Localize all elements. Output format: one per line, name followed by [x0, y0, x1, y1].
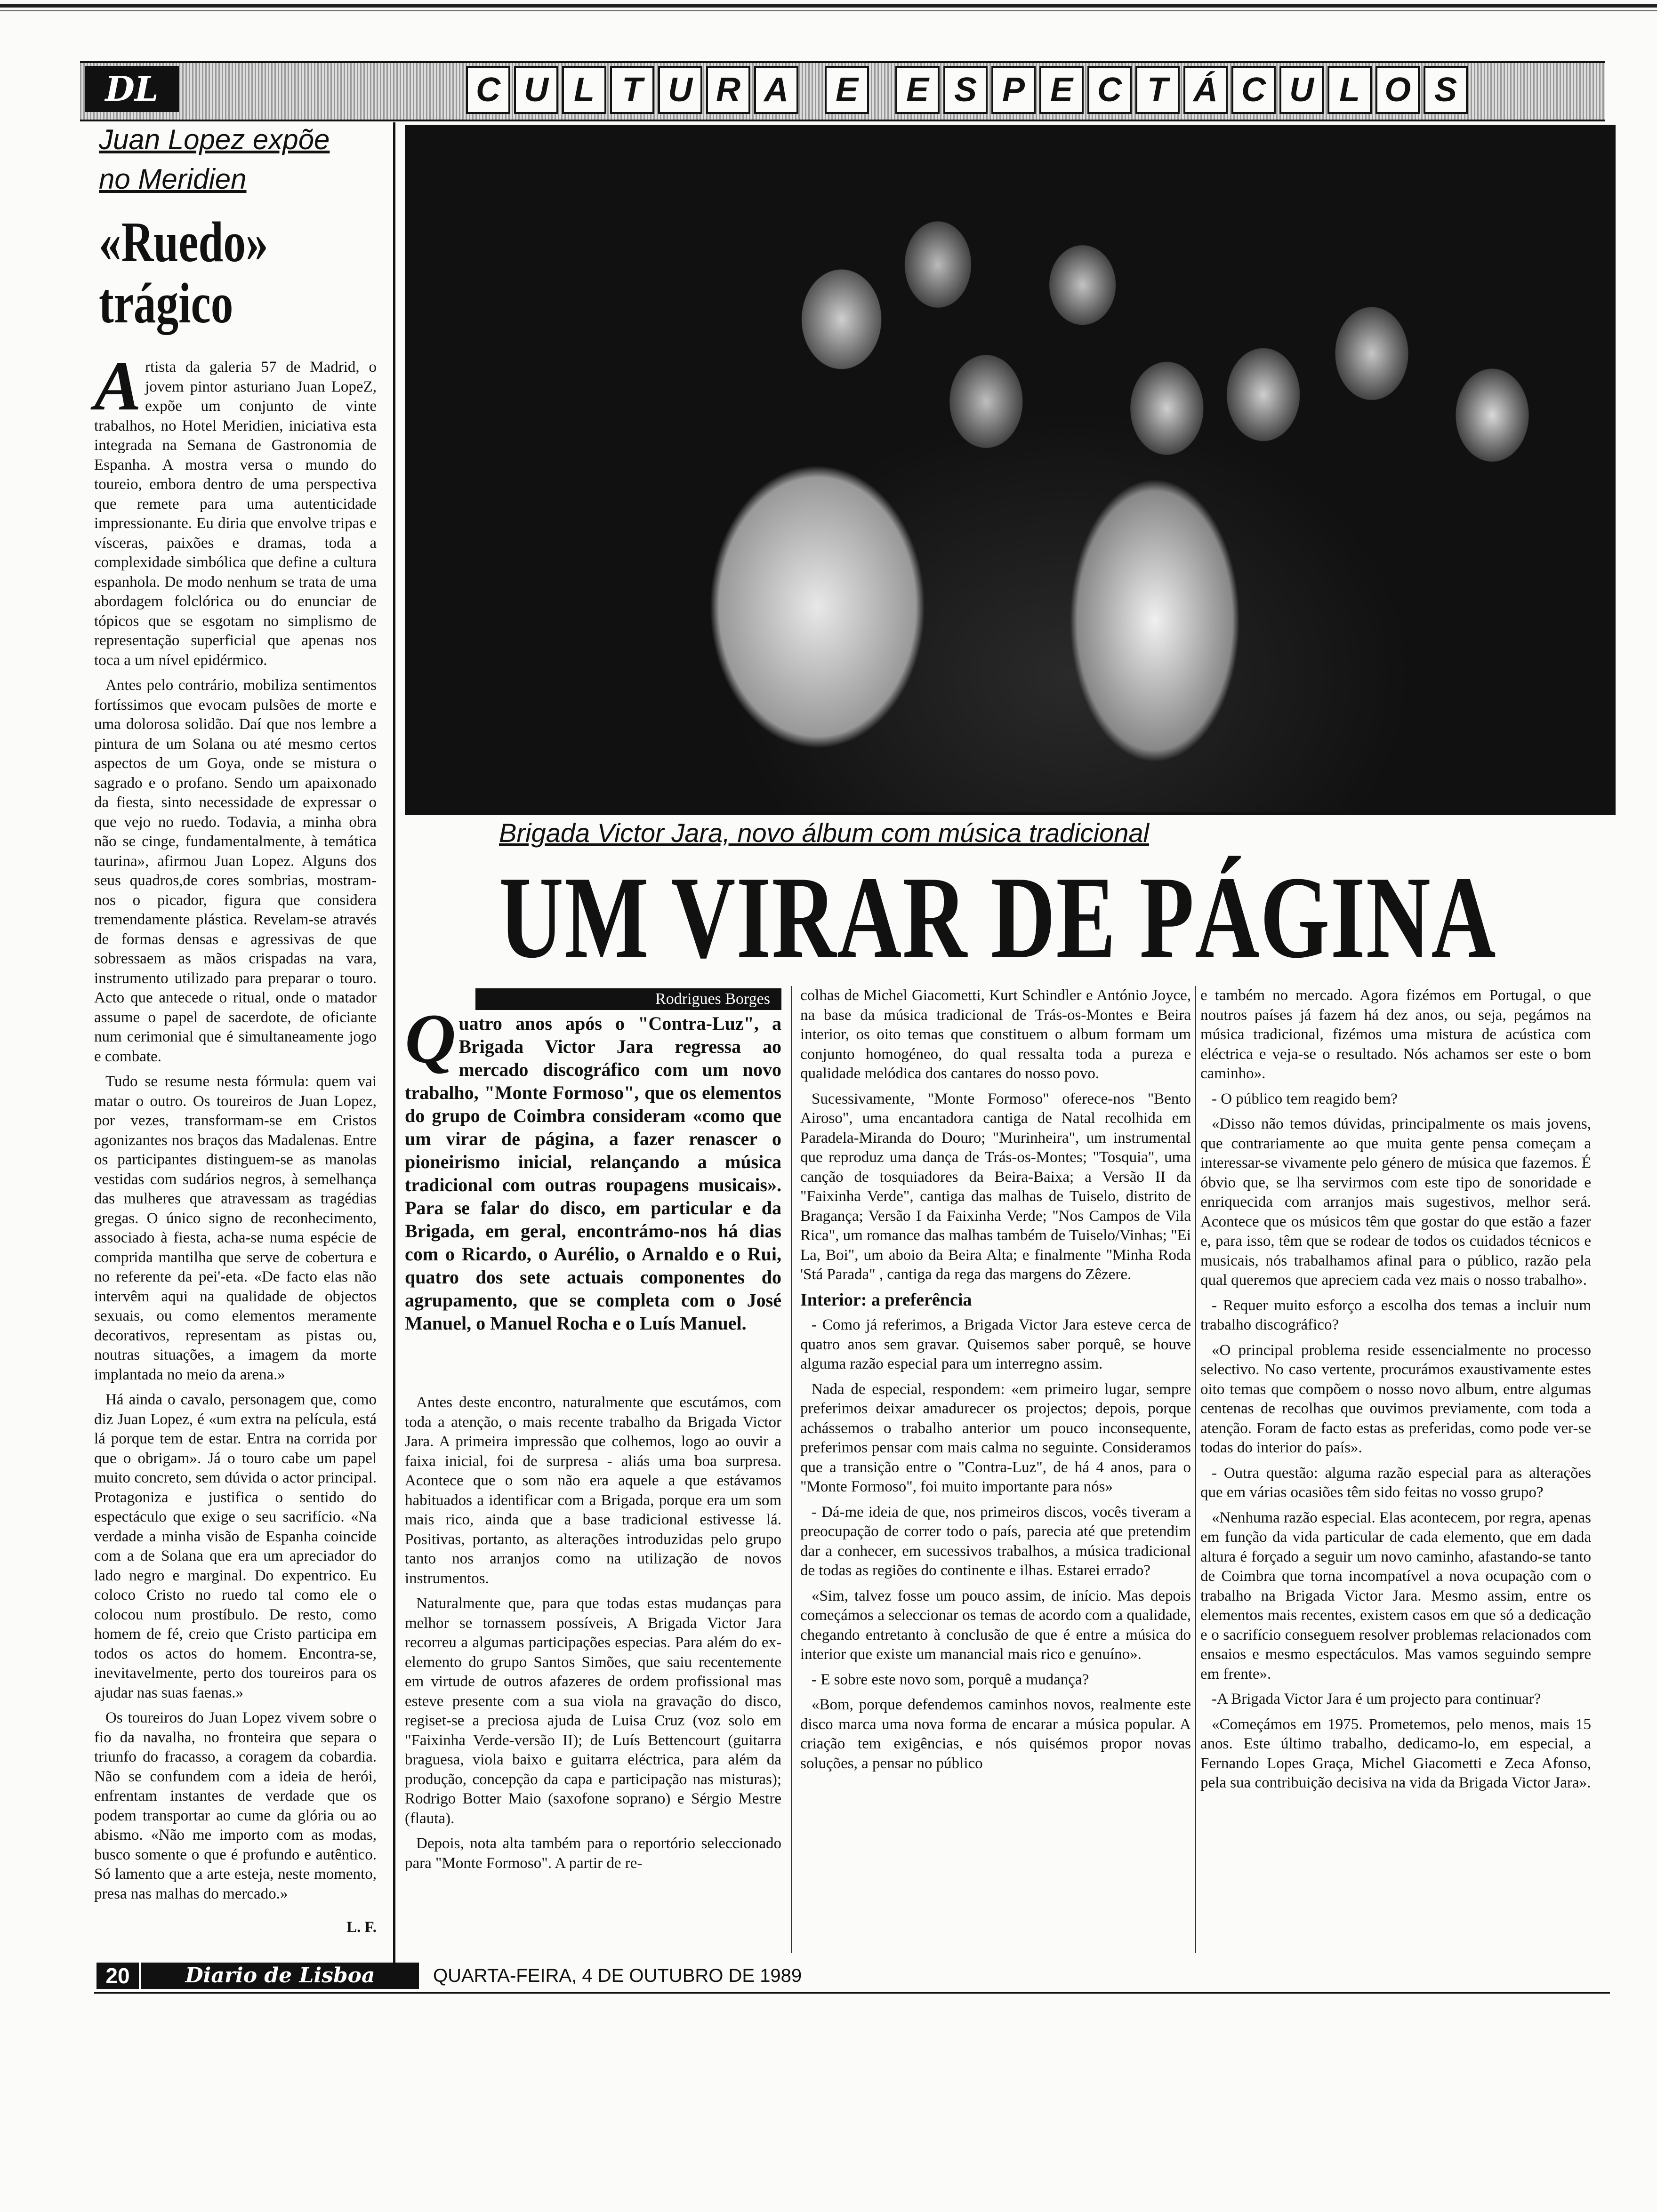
section-letter: L [1327, 66, 1372, 114]
section-letter: T [610, 66, 654, 114]
body-paragraph: Antes deste encontro, naturalmente que escutámos, com toda a atenção, o mais recente trabalho da Brigada Victor Jara. A primeira impressão que colhemos, logo ao ouvir a faixa inicial, foi de surpresa - aliás uma boa surpresa. Acontece que o som não era aquele a que estávamos habituados a identificar com a Brigada, porque era um som mais rico, ainda que a base tradicional estivesse lá. Positivas, portanto, as alterações introduzidas pelo grupo tanto nos arranjos como na utilização de novos instrumentos. [405, 1394, 781, 1587]
kicker-line: Juan Lopez expõe [99, 124, 330, 155]
top-rule-thin [0, 10, 1657, 11]
headline-line: trágico [99, 272, 233, 335]
byline: Rodrigues Borges [475, 988, 781, 1010]
section-letter: U [658, 66, 702, 114]
body-paragraph: Os toureiros do Juan Lopez vivem sobre o fio da navalha, no fronteira que separa o triunfo do fracasso, a coragem da cobardia. Não se confundem com a ideia de herói, enfrentam instantes de verdade que os podem transportar ao cume da glória ou ao abismo. «Não me importo com as modas, busco somente o que é profundo e autêntico. Só lamento que a arte esteja, neste momento, presa nas malhas do mercado.» [94, 1709, 377, 1902]
section-letter: O [1375, 66, 1420, 114]
body-paragraph: - Requer muito esforço a escolha dos temas a incluir num trabalho discográfico? [1200, 1297, 1591, 1333]
body-paragraph: «Disso não temos dúvidas, principalmente os mais jovens, que contrariamente ao que muita gente pensa começam a interessar-se vivamente pelo género de música que fazemos. É óbvio que, se lha servirmos com este tipo de sonoridade e enriquecida com arranjos mais sugestivos, melhor será. Acontece que os músicos têm que gostar do que estão a fazer e, para isso, têm que se rodear de todos os cuidados técnicos e musicais, nós trabalhamos afinal para o público, razão pela qual queremos que apreciem cada vez mais o nosso trabalho». [1200, 1115, 1591, 1289]
body-paragraph: - Como já referimos, a Brigada Victor Jara esteve cerca de quatro anos sem gravar. Quisemos saber porquê, se houve alguma razão especial para um interregno assim. [800, 1316, 1191, 1372]
section-letter: T [1135, 66, 1180, 114]
body-paragraph: «Bom, porque defendemos caminhos novos, realmente este disco marca uma nova forma de encarar a música popular. A criação tem exigências, e nós quisémos propor novas soluções, a pensar no público [800, 1696, 1191, 1772]
body-paragraph: «O principal problema reside essencialmente no processo selectivo. No caso vertente, procurámos exaustivamente estes oito temas que compõem o nosso novo album, entre algumas centenas de recolhas que ouvimos previamente, com toda a atenção. Foram de facto estas as preferidas, como pode ver-se todas do interior do país». [1200, 1341, 1591, 1456]
lead-paragraph: Quatro anos após o "Contra-Luz", a Brigada Victor Jara regressa ao mercado discográfico com um novo trabalho, "Monte Formoso", que os elementos do grupo de Coimbra consideram «como que um virar de página, a fazer renascer o pioneirismo inicial, relançando a música tradicional com outras roupagens musicais». Para se falar do disco, em particular e da Brigada, em geral, encontrámo-nos há dias com o Ricardo, o Aurélio, o Arnaldo e o Rui, quatro dos sete actuais componentes do agrupamento, que se completa com o José Manuel, o Manuel Rocha e o Luís Manuel. [405, 1000, 781, 1334]
section-letter: L [562, 66, 606, 114]
dl-logo: DL [85, 66, 179, 112]
body-paragraph: Sucessivamente, "Monte Formoso" oferece-nos "Bento Airoso", uma encantadora cantiga de Natal recolhida em Paradela-Miranda do Douro; "Murinheira", um instrumental que reproduz uma dança de Trás-os-Montes; "Tosquia", uma canção de tosquiadores da Beira-Baixa; a Versão II da "Faixinha Verde", cantiga das malhas de Tuiselo, distrito de Bragança; Versão I da Faixinha Verde; "Nos Campos de Vila Rica", um romance das malhas também de Tuiselo/Vinhas; "Ei La, Boi", um aboio da Beira Alta; e finalmente "Minha Roda 'Stá Parada" , cantiga da rega das margens do Zêzere. [800, 1090, 1191, 1283]
body-paragraph: «Nenhuma razão especial. Elas acontecem, por regra, apenas em função da vida particular de cada elemento, que em dada altura é forçado a seguir um novo caminho, afastando-se tanto de Coimbra que torna incompatível a nova ocupação com o trabalho na Brigada Victor Jara. Mesmo assim, entre os elementos mais recentes, existem casos em que só a dedicação e o sacrifício conseguem resolver problemas relacionados com ensaios e mesmo espectáculos. Mas vamos seguindo sempre em frente». [1200, 1509, 1591, 1683]
body-paragraph: e também no mercado. Agora fizémos em Portugal, o que noutros países já fazem há dez anos, ou seja, pegámos na música tradicional, fizémos uma mistura de acústica com eléctrica e veja-se o resultado. Nós achamos ser este o bom caminho». [1200, 987, 1591, 1082]
headline-line: «Ruedo» [99, 210, 268, 274]
body-paragraph: - O público tem reagido bem? [1212, 1090, 1398, 1107]
body-paragraph: Há ainda o cavalo, personagem que, como diz Juan Lopez, é «um extra na película, está lá porque tem de estar. Entra na corrida por que o obrigam». Já o touro cabe um papel muito concreto, sem dúvida o actor principal. Protagoniza e justifica o sentido do espectáculo que exige o seu sacrifício. «Na verdade a minha visão de Espanha coincide com a de Solana que era um apreciador do lado negro e marginal. Do expentrico. Eu coloco Cristo no ruedo tal como ele o colocou num prostíbulo. De resto, como homem de fé, creio que Cristo participa em todos os actos do homem. Encontra-se, inevitavelmente, perto dos toureiros para os ajudar nas suas faenas.» [94, 1391, 377, 1701]
kicker-line: no Meridien [99, 163, 247, 195]
section-letter: A [754, 66, 798, 114]
section-letter-gap [802, 66, 821, 110]
column-divider [1195, 986, 1196, 1953]
body-paragraph: Tudo se resume nesta fórmula: quem vai matar o outro. Os toureiros de Juan Lopez, por vezes, transformam-se em Cristos agonizantes nos braços das Madalenas. Entre os participantes distinguem-se as manolas vestidas com sudários negros, à semelhança das mulheres que atravessam as tragédias gregas. O único signo de reconhecimento, associado à fiesta, acha-se numa espécie de comprida mantilha que serve de cobertura e no referente da pei'-eta. «De facto elas não intervêm aqui na qualidade de objectos sexuais, ou como elementos meramente decorativos, representam as pistas ou, noutras situações, a imagem da morte implantada no meio da arena.» [94, 1073, 377, 1383]
section-letter: E [825, 66, 869, 114]
section-letter: U [1279, 66, 1324, 114]
main-headline: UM VIRAR DE PÁGINA [499, 852, 1497, 983]
body-paragraph: Depois, nota alta também para o reportório seleccionado para "Monte Formoso". A partir de re- [405, 1835, 781, 1872]
column-divider [791, 986, 792, 1953]
body-paragraph: -A Brigada Victor Jara é um projecto para continuar? [1212, 1691, 1541, 1707]
band-photo [405, 125, 1616, 815]
page-number: 20 [97, 1963, 139, 1989]
subheading: Interior: a preferência [800, 1290, 972, 1310]
drop-cap: Q [405, 1000, 456, 1078]
photo-caption: Brigada Victor Jara, novo álbum com música tradicional [499, 818, 1149, 848]
section-letter: C [1231, 66, 1276, 114]
section-letter: S [1424, 66, 1468, 114]
top-rule [0, 4, 1657, 8]
section-letter: C [466, 66, 510, 114]
left-article-body [94, 347, 377, 1936]
newspaper-name: Diario de Lisboa [141, 1963, 419, 1989]
column-divider [393, 122, 395, 1967]
body-paragraph: Naturalmente que, para que todas estas mudanças para melhor se tornassem possíveis, A Brigada Victor Jara recorreu a algumas participações especias. Para além do ex-elemento do grupo Santos Simões, que saiu recentemente em virtude de outros afazeres de ordem profissional mas esteve presente com a sua viola na gravação do disco, regiset-se a preciosa ajuda de Luisa Cruz (voz solo em "Faixinha Verde-versão II); de Luís Bettencourt (guitarra braguesa, viola baixo e guitarra eléctrica, para além da produção, concepção da capa e participação nas misturas); Rodrigo Botter Maio (saxofone soprano) e Sérgio Mestre (flauta). [405, 1595, 781, 1827]
body-paragraph: - Outra questão: alguma razão especial para as alterações que em várias ocasiões têm sido feitas no vosso grupo? [1200, 1464, 1591, 1501]
section-title [466, 66, 1468, 113]
footer-rule [94, 1992, 1610, 1994]
body-paragraph: Antes pelo contrário, mobiliza sentimentos fortíssimos que evocam pulsões de morte e uma dolorosa solidão. Daí que nos lembre a pintura de um Solana ou até mesmo certos aspectos de um Goya, onde se mistura o sagrado e o profano. Sendo um apaixonado da fiesta, sinto necessidade de expressar o que vejo no ruedo. Todavia, a minha obra não se cinge, fundamentalmente, à temática taurina», afirmou Juan Lopez. Alguns dos seus quadros,de cores sombrias, mostram-nos o picador, figura que considera tremendamente plástica. Revelam-se através de formas densas e agressivas de que sobressaem as mãos crispadas na vara, instrumento utilizado para preparar o touro. Acto que antecede o ritual, onde o matador assume o papel de sacerdote, de oficiante num cerimonial que é simultaneamente jogo e combate. [94, 677, 377, 1065]
body-paragraph: Nada de especial, respondem: «em primeiro lugar, sempre preferimos deixar amadurecer os projectos; depois, porque achássemos o trabalho anterior um pouco inconsequente, preferimos pensar com mais calma no seguinte. Consideramos que a transição entre o "Contra-Luz", de há 4 anos, para o "Monte Formoso", foi muito importante para nós» [800, 1380, 1191, 1495]
section-letter: C [1087, 66, 1132, 114]
body-paragraph: «Começámos em 1975. Prometemos, pelo menos, mais 15 anos. Este último trabalho, dedicamo-lo, em especial, a Fernando Lopes Graça, Michel Giacometti e Zeca Afonso, pela sua contribuição decisiva na vida da Brigada Victor Jara». [1200, 1715, 1591, 1791]
main-article-column-3 [1200, 986, 1591, 1953]
main-article-column-1 [405, 1393, 781, 1953]
section-letter: E [1039, 66, 1084, 114]
body-paragraph: Artista da galeria 57 de Madrid, o jovem pintor asturiano Juan LopeZ, expõe um conjunto de vinte trabalhos, no Hotel Meridien, iniciativa esta integrada na Semana de Gastronomia de Espanha. A mostra versa o mundo do toureio, embora dentro de uma perspectiva que remete para uma autenticidade impressionante. Eu diria que envolve tripas e vísceras, paixões e dramas, toda a complexidade simbólica que define a cultura espanhola. De modo nenhum se trata de uma abordagem folclórica ou do enunciar de tópicos que se esgotam no simplismo de representação superficial que apenas nos toca a um nível epidérmico. [94, 347, 377, 669]
body-paragraph: - Dá-me ideia de que, nos primeiros discos, vocês tiveram a preocupação de correr todo o país, parecia até que pretendim dar a conhecer, em sucessivos trabalhos, a música tradicional de todas as regiões do continente e ilhas. Estarei errado? [800, 1503, 1191, 1579]
left-article-kicker [99, 120, 362, 199]
section-letter: U [514, 66, 558, 114]
author-signature: L. F. [346, 1919, 377, 1936]
main-article-column-2 [800, 986, 1191, 1953]
body-paragraph: - E sobre este novo som, porquê a mudança? [812, 1671, 1089, 1688]
section-letter: P [991, 66, 1036, 114]
left-article-headline [99, 212, 305, 334]
section-letter: E [895, 66, 940, 114]
drop-cap: A [94, 347, 142, 425]
section-letter: S [943, 66, 988, 114]
body-paragraph: colhas de Michel Giacometti, Kurt Schindler e António Joyce, na base da música tradicional de Trás-os-Montes e Beira interior, os oito temas que constituem o album formam um conjunto homogéneo, do qual ressalta toda a pureza e qualidade melódica dos cantares do nosso povo. [800, 987, 1191, 1082]
body-paragraph: «Sim, talvez fosse um pouco assim, de início. Mas depois começámos a seleccionar os temas de acordo com a qualidade, chegando entretanto à conclusão de que é entre a música do interior que existe um manancial mais rico e genuíno». [800, 1587, 1191, 1663]
section-letter: R [706, 66, 750, 114]
section-letter: Á [1183, 66, 1228, 114]
issue-date: QUARTA-FEIRA, 4 DE OUTUBRO DE 1989 [433, 1965, 802, 1986]
section-letter-gap [873, 66, 892, 110]
